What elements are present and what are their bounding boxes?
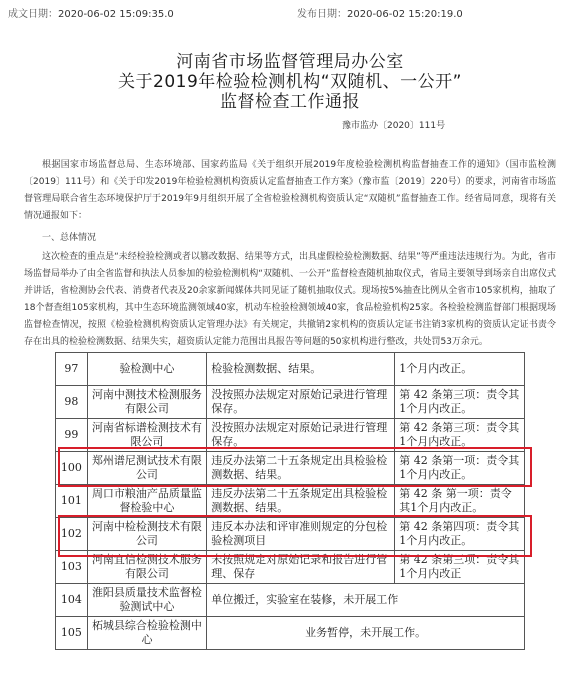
table-row xyxy=(56,518,525,551)
row-number: 102 xyxy=(56,518,88,551)
institution-name: 周口市粮油产品质量监督检验中心 xyxy=(87,485,207,518)
institution-name: 柘城县综合检验检测中心 xyxy=(87,617,207,650)
section-heading-overview: 一、总体情况 xyxy=(42,233,97,243)
table-row xyxy=(56,419,525,452)
table-row xyxy=(56,485,525,518)
body-paragraph-2: 这次检查的重点是“未经检验检测或者以篡改数据、结果等方式，出具虚假检验检测数据、结果”等严重违法违规行为。为此，省市场监督局举办了由全省监督和执法人员参加的检验检测机构“双随机、一公开”监督检查随机抽取仪式，省局主要领导到场亲自出席仪式并讲话，省检测协会代表、消费者代表及20余家新闻媒体共同见证了随机抽取仪式。现场按5%抽查比例从全省市105家机构，抽取了18个督查组105家机构，其中生态环境监测领域40家，机动车检验检测领域40家，食品检验机构25家。各检验检测监督部门根据现场监督检查情况，按照《检验检测机构资质认定管理办法》有关规定，共撤销2家机构的资质认定证书注销3家机构的资质认定证书责令存在出具的检验检测数据、结果失实，超资质认定能力范围出具报告等问题的50家机构进行整改，共处罚53万余元。 xyxy=(24,252,556,347)
table-row xyxy=(56,551,525,584)
problem-description: 检验检测数据、结果。 xyxy=(207,353,395,386)
row-number: 98 xyxy=(56,386,88,419)
title-line-3: 监督检查工作通报 xyxy=(220,92,360,112)
institution-name: 河南中检检测技术有限公司 xyxy=(87,518,207,551)
created-date xyxy=(8,5,174,20)
institution-name: 河南宜信检测技术服务有限公司 xyxy=(87,551,207,584)
handling-basis: 第 42 条第一项：责令其1个月内改正。 xyxy=(395,452,525,485)
row-number: 104 xyxy=(56,584,88,617)
row-number: 105 xyxy=(56,617,88,650)
table-row xyxy=(56,452,525,485)
table-row xyxy=(56,617,525,650)
table-row xyxy=(56,584,525,617)
document-title xyxy=(0,52,580,112)
institution-name: 河南中测技术检测服务有限公司 xyxy=(87,386,207,419)
inspection-results-table xyxy=(55,352,525,650)
table-row xyxy=(56,353,525,386)
problem-description: 单位搬迁，实验室在装修，未开展工作 xyxy=(207,584,525,617)
published-date-value: 2020-06-02 15:20:19.0 xyxy=(347,9,463,20)
created-date-value: 2020-06-02 15:09:35.0 xyxy=(58,9,174,20)
title-line-2: 关于2019年检验检测机构“双随机、一公开” xyxy=(118,72,462,92)
title-line-1: 河南省市场监督管理局办公室 xyxy=(176,52,404,72)
document-number: 豫市监办〔2020〕111号 xyxy=(342,121,446,131)
problem-description: 未按照规定对原始记录和报告进行管理、保存 xyxy=(207,551,395,584)
problem-description: 违反办法第二十五条规定出具检验检测数据、结果。 xyxy=(207,452,395,485)
handling-basis: 第 42 条 第一项：责令其1个月内改正。 xyxy=(395,485,525,518)
row-number: 101 xyxy=(56,485,88,518)
row-number: 97 xyxy=(56,353,88,386)
institution-name: 淮阳县质量技术监督检验测试中心 xyxy=(87,584,207,617)
handling-basis: 第 42 条第四项：责令其1个月内改正。 xyxy=(395,518,525,551)
body-paragraph-1: 根据国家市场监督总局、生态环境部、国家药监局《关于组织开展2019年度检验检测机构监督抽查工作的通知》（国市监检测〔2019〕111号）和《关于印发2019年检验检测机构资质认定监督抽查工作方案》（豫市监〔2019〕220号）的要求，河南省市场监督管理局联合省生态环境保护厅于2019年9月组织开展了全省检验检测机构资质认定“双随机”监督抽查工作。经省局同意，现将有关情况通报如下： xyxy=(24,160,556,221)
published-date xyxy=(297,5,463,20)
problem-description: 违反本办法和评审准则规定的分包检验检测项目 xyxy=(207,518,395,551)
handling-basis: 第 42 条第三项：责令其1个月内改正。 xyxy=(395,419,525,452)
document-meta-bar xyxy=(0,0,580,22)
row-number: 99 xyxy=(56,419,88,452)
problem-description: 没按照办法规定对原始记录进行管理保存。 xyxy=(207,419,395,452)
document-body xyxy=(24,157,556,351)
problem-description: 业务暂停，未开展工作。 xyxy=(207,617,525,650)
problem-description: 没按照办法规定对原始记录进行管理保存。 xyxy=(207,386,395,419)
table-row xyxy=(56,386,525,419)
institution-name: 验检测中心 xyxy=(87,353,207,386)
handling-basis: 第 42 条第三项：责令其1个月内改正。 xyxy=(395,386,525,419)
problem-description: 违反办法第二十五条规定出具检验检测数据、结果。 xyxy=(207,485,395,518)
published-date-label: 发布日期： xyxy=(297,9,347,20)
row-number: 103 xyxy=(56,551,88,584)
handling-basis: 第 42 条第三项：责令其1个月内改正 xyxy=(395,551,525,584)
created-date-label: 成文日期： xyxy=(8,9,58,20)
row-number: 100 xyxy=(56,452,88,485)
institution-name: 河南省标谱检测技术有限公司 xyxy=(87,419,207,452)
handling-basis: 1个月内改正。 xyxy=(395,353,525,386)
institution-name: 郑州谱尼测试技术有限公司 xyxy=(87,452,207,485)
